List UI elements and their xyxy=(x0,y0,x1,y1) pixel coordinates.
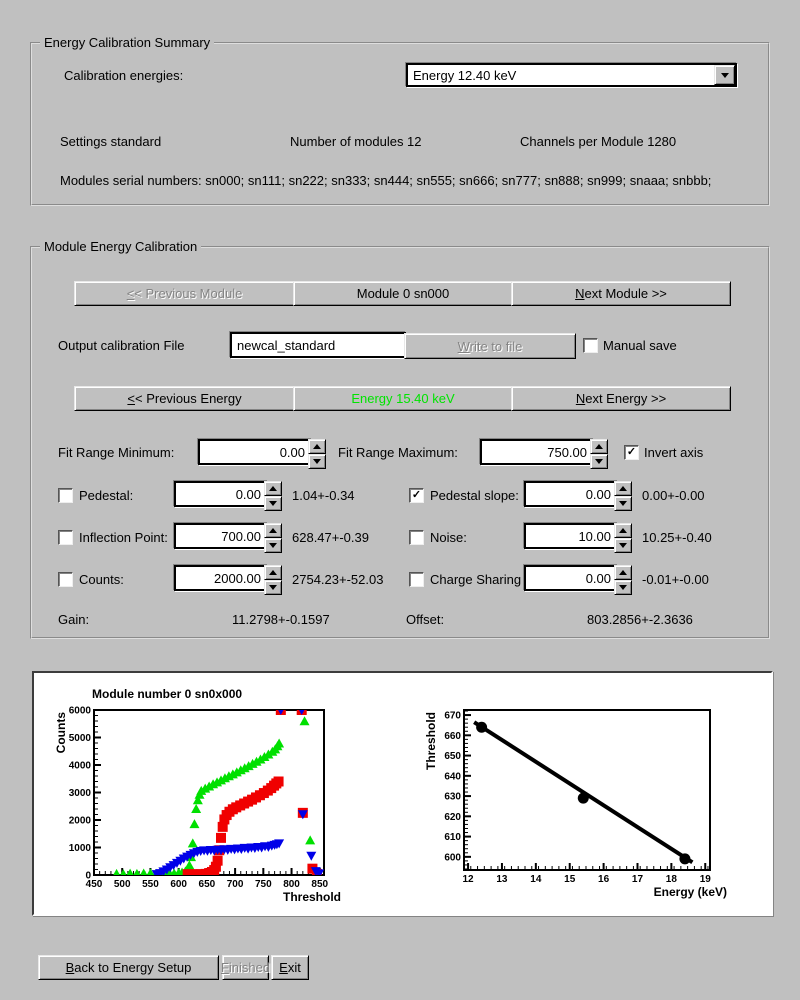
offset-value: 803.2856+-2.3636 xyxy=(587,612,693,627)
spin-down-icon xyxy=(619,501,627,506)
chevron-down-icon xyxy=(721,73,729,78)
plot-panel xyxy=(32,671,773,916)
module-calibration-groupbox xyxy=(30,239,770,639)
threshold-scan-chart xyxy=(38,673,383,911)
fit-range-min-spinner xyxy=(308,439,326,469)
dropdown-arrow-button[interactable] xyxy=(714,65,735,85)
svg-text:Module number 0 sn0x000: Module number 0 sn0x000 xyxy=(92,687,243,701)
offset-label: Offset: xyxy=(406,612,445,627)
svg-text:Threshold: Threshold xyxy=(424,712,438,771)
svg-text:800: 800 xyxy=(283,879,300,890)
pedestal-slope-label: Pedestal slope: xyxy=(430,488,519,503)
svg-text:3000: 3000 xyxy=(68,788,91,799)
charge-sharing-spinner xyxy=(614,565,632,595)
svg-text:6000: 6000 xyxy=(68,705,91,717)
pedestal-slope-spin-down[interactable] xyxy=(614,496,632,511)
inflection-point-spin-down[interactable] xyxy=(264,538,282,553)
spin-down-icon xyxy=(595,459,603,464)
spin-up-icon xyxy=(269,570,277,575)
charge-sharing-input[interactable]: 0.00 xyxy=(524,565,618,591)
spin-up-icon xyxy=(313,444,321,449)
module-calibration-group-title: Module Energy Calibration xyxy=(40,239,201,254)
noise-label: Noise: xyxy=(430,530,467,545)
gain-value: 11.2798+-0.1597 xyxy=(232,612,330,627)
pedestal-spinner xyxy=(264,481,282,511)
pedestal-slope-spinner xyxy=(614,481,632,511)
number-of-modules-label: Number of modules 12 xyxy=(290,134,422,149)
svg-text:660: 660 xyxy=(444,730,461,742)
gain-label: Gain: xyxy=(58,612,90,627)
svg-text:640: 640 xyxy=(444,771,461,783)
previous-module-button[interactable]: << Previous Module xyxy=(74,281,295,306)
pedestal-input[interactable]: 0.00 xyxy=(174,481,268,507)
noise-fit-value: 10.25+-0.40 xyxy=(642,530,712,545)
spin-down-icon xyxy=(269,501,277,506)
svg-text:5000: 5000 xyxy=(68,733,91,744)
svg-text:12: 12 xyxy=(462,874,474,885)
exit-button[interactable]: Exit xyxy=(271,955,309,980)
calibration-energies-select[interactable] xyxy=(406,63,737,87)
inflection-point-fit-value: 628.47+-0.39 xyxy=(292,530,369,545)
invert-axis-label: Invert axis xyxy=(644,445,704,460)
svg-text:450: 450 xyxy=(85,879,103,890)
fit-range-max-label: Fit Range Maximum: xyxy=(338,445,458,460)
fit-min-spin-down[interactable] xyxy=(308,454,326,469)
pedestal-label: Pedestal: xyxy=(79,488,134,503)
svg-text:600: 600 xyxy=(170,879,188,890)
spin-up-icon xyxy=(619,570,627,575)
svg-text:0: 0 xyxy=(85,870,91,882)
next-module-button[interactable]: Next Module >> xyxy=(511,281,731,306)
fit-min-spin-up[interactable] xyxy=(308,439,326,454)
svg-text:1000: 1000 xyxy=(68,843,91,854)
counts-spin-up[interactable] xyxy=(264,565,282,580)
next-energy-button[interactable]: Next Energy >> xyxy=(511,386,731,411)
settings-label: Settings standard xyxy=(60,134,162,149)
svg-text:Counts: Counts xyxy=(54,712,68,754)
finished-button[interactable]: Finished xyxy=(222,955,269,980)
spin-up-icon xyxy=(269,528,277,533)
charge-sharing-label: Charge Sharing xyxy=(430,572,522,587)
svg-text:19: 19 xyxy=(699,874,711,885)
pedestal-slope-input[interactable]: 0.00 xyxy=(524,481,618,507)
spin-up-icon xyxy=(619,486,627,491)
svg-text:650: 650 xyxy=(444,751,461,763)
summary-group-title: Energy Calibration Summary xyxy=(40,35,214,50)
counts-spin-down[interactable] xyxy=(264,580,282,595)
svg-text:630: 630 xyxy=(444,791,461,803)
serial-numbers-label: Modules serial numbers: sn000; sn111; sn222; sn333; sn444; sn555; sn666; sn777; sn888; sn999; snaaa; snbbb; xyxy=(60,173,712,188)
svg-text:4000: 4000 xyxy=(68,760,91,772)
pedestal-slope-checkbox[interactable]: ✓ xyxy=(409,488,424,503)
fit-range-min-input[interactable]: 0.00 xyxy=(198,439,312,465)
output-file-input[interactable]: newcal_standard xyxy=(230,332,406,358)
svg-text:620: 620 xyxy=(444,811,461,823)
pedestal-slope-fit-value: 0.00+-0.00 xyxy=(642,488,705,503)
noise-spin-down[interactable] xyxy=(614,538,632,553)
svg-text:17: 17 xyxy=(631,874,644,885)
svg-text:13: 13 xyxy=(496,874,508,885)
back-to-energy-setup-button[interactable]: Back to Energy Setup xyxy=(38,955,219,980)
svg-text:550: 550 xyxy=(142,879,159,890)
svg-text:700: 700 xyxy=(226,879,244,890)
spin-up-icon xyxy=(269,486,277,491)
fit-max-spin-up[interactable] xyxy=(590,439,608,454)
svg-text:16: 16 xyxy=(598,874,610,885)
svg-text:850: 850 xyxy=(311,879,329,890)
spin-down-icon xyxy=(619,585,627,590)
svg-text:Energy (keV): Energy (keV) xyxy=(653,885,727,899)
svg-text:14: 14 xyxy=(530,874,542,885)
charge-sharing-checkbox[interactable] xyxy=(409,572,424,587)
counts-spinner xyxy=(264,565,282,595)
inflection-point-input[interactable]: 700.00 xyxy=(174,523,268,549)
pedestal-spin-down[interactable] xyxy=(264,496,282,511)
fit-range-max-spinner xyxy=(590,439,608,469)
output-file-label: Output calibration File xyxy=(58,338,185,353)
spin-down-icon xyxy=(313,459,321,464)
noise-spin-up[interactable] xyxy=(614,523,632,538)
svg-text:15: 15 xyxy=(564,874,576,885)
svg-text:610: 610 xyxy=(444,832,461,844)
fit-max-spin-down[interactable] xyxy=(590,454,608,469)
previous-energy-button[interactable]: << Previous Energy xyxy=(74,386,295,411)
manual-save-label: Manual save xyxy=(603,338,677,353)
spin-up-icon xyxy=(595,444,603,449)
svg-text:500: 500 xyxy=(113,879,131,890)
channels-per-module-label: Channels per Module 1280 xyxy=(520,134,677,149)
svg-text:Threshold: Threshold xyxy=(282,890,341,904)
counts-label: Counts: xyxy=(79,572,124,587)
pedestal-fit-value: 1.04+-0.34 xyxy=(292,488,355,503)
noise-checkbox[interactable] xyxy=(409,530,424,545)
calibration-energies-value: Energy 12.40 keV xyxy=(413,67,517,83)
svg-text:650: 650 xyxy=(198,879,216,890)
spin-down-icon xyxy=(269,585,277,590)
calibration-fit-chart xyxy=(422,673,752,911)
counts-fit-value: 2754.23+-52.03 xyxy=(292,572,384,587)
counts-input[interactable]: 2000.00 xyxy=(174,565,268,591)
charge-sharing-spin-down[interactable] xyxy=(614,580,632,595)
svg-text:18: 18 xyxy=(665,874,677,885)
noise-input[interactable]: 10.00 xyxy=(524,523,618,549)
spin-down-icon xyxy=(269,543,277,548)
current-module-button[interactable]: Module 0 sn000 xyxy=(293,281,513,306)
current-energy-button[interactable]: Energy 15.40 keV xyxy=(293,386,513,411)
summary-groupbox xyxy=(30,35,770,206)
manual-save-checkbox[interactable] xyxy=(583,338,598,353)
charge-sharing-fit-value: -0.01+-0.00 xyxy=(642,572,709,587)
calibration-energies-label: Calibration energies: xyxy=(64,68,184,83)
counts-checkbox[interactable] xyxy=(58,572,73,587)
svg-text:600: 600 xyxy=(444,852,461,864)
svg-text:670: 670 xyxy=(444,710,461,722)
inflection-point-spin-up[interactable] xyxy=(264,523,282,538)
svg-text:2000: 2000 xyxy=(68,815,91,827)
pedestal-spin-up[interactable] xyxy=(264,481,282,496)
noise-spinner xyxy=(614,523,632,553)
invert-axis-checkbox[interactable]: ✓ xyxy=(624,445,639,460)
spin-up-icon xyxy=(619,528,627,533)
inflection-point-label: Inflection Point: xyxy=(79,530,168,545)
inflection-point-spinner xyxy=(264,523,282,553)
pedestal-slope-spin-up[interactable] xyxy=(614,481,632,496)
charge-sharing-spin-up[interactable] xyxy=(614,565,632,580)
fit-range-min-label: Fit Range Minimum: xyxy=(58,445,175,460)
inflection-point-checkbox[interactable] xyxy=(58,530,73,545)
svg-text:750: 750 xyxy=(254,879,272,890)
fit-range-max-input[interactable]: 750.00 xyxy=(480,439,594,465)
pedestal-checkbox[interactable] xyxy=(58,488,73,503)
write-to-file-button[interactable]: Write to file xyxy=(404,333,576,359)
spin-down-icon xyxy=(619,543,627,548)
